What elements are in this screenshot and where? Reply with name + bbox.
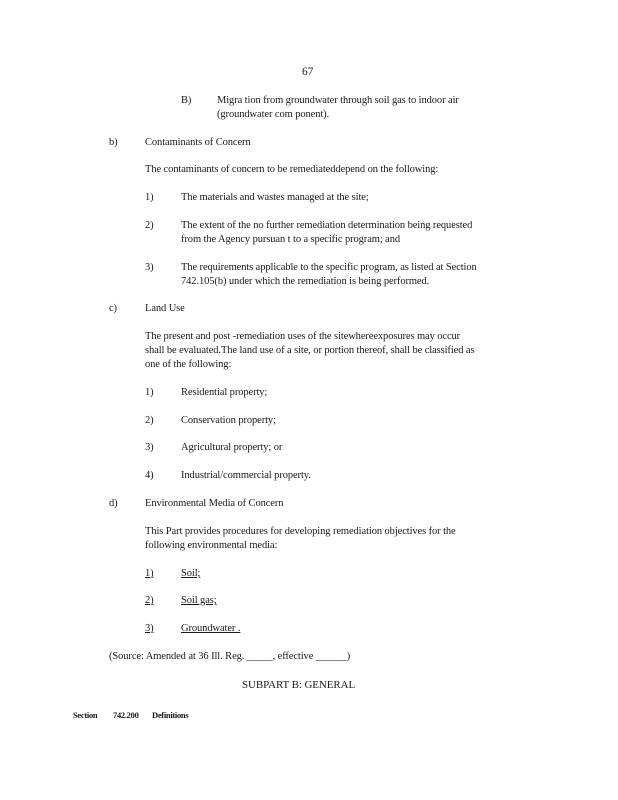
section-c-item-3-num: 3) <box>145 442 154 453</box>
section-b-label: b) <box>109 137 118 148</box>
section-c-item-1-text: Residential property; <box>181 387 268 398</box>
next-section-number: 742.200 <box>113 710 139 720</box>
section-b-intro: The contaminants of concern to be remediateddepend on the following: <box>145 164 439 175</box>
section-c-item-1-num: 1) <box>145 387 154 398</box>
next-section-label: Section <box>73 710 98 720</box>
section-d-title: Environmental Media of Concern <box>145 498 284 509</box>
section-c-intro-line-1: The present and post -remediation uses of the sitewhereexposures may occur <box>145 331 461 342</box>
section-d-item-1-text: Soil; <box>181 568 201 579</box>
section-c-intro-line-3: one of the following: <box>145 359 232 370</box>
section-b-item-2-line-1: The extent of the no further remediation determination being requested <box>181 220 473 231</box>
section-c-intro-line-2: shall be evaluated.The land use of a site, or portion thereof, shall be classified as <box>145 345 475 356</box>
section-c-item-2-text: Conservation property; <box>181 415 276 426</box>
section-c-item-3-text: Agricultural property; or <box>181 442 283 453</box>
section-d-item-2-text: Soil gas; <box>181 595 217 606</box>
section-b-title: Contaminants of Concern <box>145 137 251 148</box>
section-d-intro-line-2: following environmental media: <box>145 540 278 551</box>
section-b-item-3-line-2: 742.105(b) under which the remediation is being performed. <box>181 276 430 287</box>
section-b-item-1-text: The materials and wastes managed at the site; <box>181 192 369 203</box>
item-b-line-2: (groundwater com ponent). <box>217 109 330 120</box>
section-b-item-2-line-2: from the Agency pursuan t to a specific program; and <box>181 234 401 245</box>
section-c-label: c) <box>109 303 117 314</box>
section-d-item-1-num: 1) <box>145 568 154 579</box>
section-d-intro-line-1: This Part provides procedures for developing remediation objectives for the <box>145 526 456 537</box>
section-b-item-2-num: 2) <box>145 220 154 231</box>
section-b-item-3-line-1: The requirements applicable to the specific program, as listed at Section <box>181 262 477 273</box>
next-section-title: Definitions <box>152 710 189 720</box>
section-c-item-4-text: Industrial/commercial property. <box>181 470 311 481</box>
section-c-title: Land Use <box>145 303 185 314</box>
subpart-heading: SUBPART B: GENERAL <box>242 679 356 691</box>
section-b-item-1-num: 1) <box>145 192 154 203</box>
section-c-item-4-num: 4) <box>145 470 154 481</box>
section-d-item-2-num: 2) <box>145 595 154 606</box>
source-note: (Source: Amended at 36 Ill. Reg. _____, effective ______) <box>109 651 351 662</box>
section-b-item-3-num: 3) <box>145 262 154 273</box>
section-d-item-3-text: Groundwater . <box>181 623 241 634</box>
section-c-item-2-num: 2) <box>145 415 154 426</box>
section-d-label: d) <box>109 498 118 509</box>
page-number: 67 <box>302 66 314 78</box>
section-d-item-3-num: 3) <box>145 623 154 634</box>
item-b-label: B) <box>181 95 192 106</box>
item-b-line-1: Migra tion from groundwater through soil gas to indoor air <box>217 95 459 106</box>
